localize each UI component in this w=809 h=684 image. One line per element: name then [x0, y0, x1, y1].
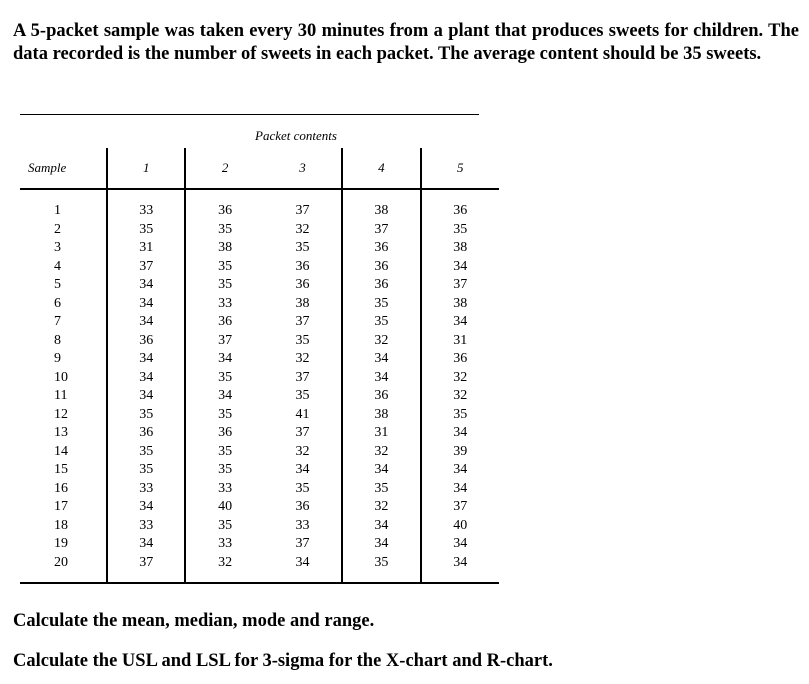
- packet-5-cell: 34: [421, 461, 499, 480]
- packet-2-cell: 34: [185, 387, 263, 406]
- packet-1-cell: 35: [107, 461, 185, 480]
- sample-number-cell: 6: [54, 295, 61, 311]
- packet-4-cell: 36: [342, 239, 420, 258]
- packet-3-cell: 35: [295, 480, 310, 496]
- packet-5-cell: 37: [421, 276, 499, 295]
- packet-4-cell: 34: [342, 461, 420, 480]
- packet-2-cell: 33: [185, 480, 263, 499]
- table-row: [20, 406, 499, 425]
- table-row: [20, 332, 499, 351]
- sample-number-cell: 3: [54, 240, 61, 255]
- packet-1-cell: 36: [107, 424, 185, 443]
- packet-2-cell: 33: [185, 295, 263, 314]
- table-row: [20, 313, 499, 332]
- table-row: [20, 535, 499, 554]
- packet-contents-caption: Packet contents: [255, 128, 337, 143]
- packet-1-cell: 33: [107, 517, 185, 536]
- packet-5-cell: 38: [421, 239, 499, 258]
- packet-4-cell: 32: [342, 498, 420, 517]
- packet-3-cell: 32: [295, 351, 310, 366]
- packet-3-header: 3: [264, 148, 342, 189]
- sample-number-cell: 16: [54, 480, 68, 496]
- table-row: [20, 498, 499, 517]
- packet-5-cell: 36: [421, 189, 499, 221]
- packet-1-cell: 33: [107, 480, 185, 499]
- packet-5-cell: 32: [421, 387, 499, 406]
- packet-4-cell: 34: [342, 369, 420, 388]
- packet-3-cell: 35: [295, 332, 310, 348]
- packet-5-cell: 32: [421, 369, 499, 388]
- packet-1-cell: 37: [107, 554, 185, 584]
- packet-4-cell: 35: [342, 313, 420, 332]
- packet-3-cell: 32: [295, 221, 310, 237]
- packet-2-cell: 35: [185, 406, 263, 425]
- packet-3-cell: 36: [295, 277, 310, 292]
- packet-contents-table: [20, 148, 499, 584]
- sample-number-cell: 10: [54, 369, 68, 385]
- packet-3-cell: 41: [295, 406, 310, 422]
- packet-1-cell: 34: [107, 350, 185, 369]
- table-row: [20, 221, 499, 240]
- packet-contents-table-wrap: [20, 128, 479, 584]
- packet-5-cell: 40: [421, 517, 499, 536]
- sample-number-cell: 15: [54, 462, 68, 477]
- sample-number-cell: 20: [20, 554, 107, 584]
- packet-1-cell: 36: [107, 332, 185, 351]
- packet-5-cell: 34: [421, 480, 499, 499]
- packet-4-cell: 36: [342, 258, 420, 277]
- sample-number-cell: 4: [54, 258, 61, 274]
- packet-2-header: 2: [185, 148, 263, 189]
- table-row: [20, 480, 499, 499]
- packet-2-cell: 36: [185, 313, 263, 332]
- packet-1-cell: 34: [107, 295, 185, 314]
- packet-2-cell: 35: [185, 221, 263, 240]
- packet-4-cell: 36: [342, 387, 420, 406]
- packet-3-cell: 36: [295, 499, 310, 514]
- packet-3-cell: 37: [295, 203, 310, 218]
- packet-3-cell: 36: [295, 258, 310, 274]
- packet-4-cell: 32: [342, 332, 420, 351]
- sample-number-cell: 18: [54, 517, 68, 533]
- table-row: [20, 276, 499, 295]
- table-row: [20, 461, 499, 480]
- packet-5-cell: 35: [421, 406, 499, 425]
- packet-4-cell: 35: [342, 554, 420, 584]
- packet-5-cell: 36: [421, 350, 499, 369]
- sample-column-header: Sample: [20, 148, 107, 189]
- packet-1-cell: 35: [107, 443, 185, 462]
- packet-3-cell: 37: [295, 314, 310, 329]
- table-row: [20, 239, 499, 258]
- packet-5-cell: 39: [421, 443, 499, 462]
- packet-2-cell: 38: [185, 239, 263, 258]
- table-row: [20, 517, 499, 536]
- table-caption: [20, 128, 479, 148]
- packet-2-cell: 35: [185, 369, 263, 388]
- packet-1-cell: 31: [107, 239, 185, 258]
- packet-3-cell: 34: [264, 554, 342, 584]
- packet-2-cell: 34: [185, 350, 263, 369]
- packet-3-cell: 33: [295, 517, 310, 533]
- table-row: [20, 369, 499, 388]
- sample-number-cell: 1: [54, 203, 61, 218]
- packet-5-header: 5: [421, 148, 499, 189]
- table-top-rule: [20, 114, 479, 115]
- packet-4-cell: 31: [342, 424, 420, 443]
- packet-5-cell: 37: [421, 498, 499, 517]
- packet-5-cell: 31: [421, 332, 499, 351]
- table-row: [20, 387, 499, 406]
- packet-5-cell: 38: [421, 295, 499, 314]
- packet-4-cell: 35: [342, 480, 420, 499]
- sample-number-cell: 12: [54, 406, 68, 422]
- table-row: [20, 350, 499, 369]
- packet-2-cell: 35: [185, 276, 263, 295]
- packet-1-cell: 34: [107, 535, 185, 554]
- packet-3-cell: 35: [295, 240, 310, 255]
- packet-2-cell: 35: [185, 461, 263, 480]
- table-row: [20, 443, 499, 462]
- packet-4-cell: 38: [342, 406, 420, 425]
- problem-statement: A 5-packet sample was taken every 30 minutes from a plant that produces sweets for children. The data recorded is the number of sweets in each packet. The average content should be 35 sweets.: [13, 21, 799, 64]
- table-header-row: [20, 148, 499, 189]
- table-row: [20, 295, 499, 314]
- packet-1-cell: 34: [107, 498, 185, 517]
- sample-number-cell: 5: [54, 277, 61, 292]
- packet-1-cell: 35: [107, 221, 185, 240]
- packet-2-cell: 35: [185, 258, 263, 277]
- sample-number-cell: 13: [54, 425, 68, 440]
- question-1: Calculate the mean, median, mode and range.: [13, 611, 375, 631]
- packet-2-cell: 33: [185, 535, 263, 554]
- sample-number-cell: 9: [54, 351, 61, 366]
- packet-4-cell: 37: [342, 221, 420, 240]
- packet-2-cell: 40: [185, 498, 263, 517]
- sample-number-cell: 19: [54, 536, 68, 551]
- packet-2-cell: 36: [185, 424, 263, 443]
- packet-3-cell: 32: [295, 443, 310, 459]
- packet-5-cell: 34: [421, 535, 499, 554]
- packet-4-cell: 34: [342, 350, 420, 369]
- sample-number-cell: 14: [54, 443, 68, 459]
- sample-number-cell: 11: [54, 388, 68, 403]
- packet-1-cell: 33: [107, 189, 185, 221]
- packet-4-header: 4: [342, 148, 420, 189]
- packet-1-header: 1: [107, 148, 185, 189]
- packet-5-cell: 35: [421, 221, 499, 240]
- sample-number-cell: 7: [54, 314, 61, 329]
- packet-4-cell: 36: [342, 276, 420, 295]
- packet-4-cell: 34: [342, 535, 420, 554]
- packet-2-cell: 35: [185, 517, 263, 536]
- packet-4-cell: 34: [342, 517, 420, 536]
- sample-number-cell: 2: [54, 221, 61, 237]
- packet-4-cell: 32: [342, 443, 420, 462]
- packet-1-cell: 34: [107, 387, 185, 406]
- packet-3-cell: 35: [295, 388, 310, 403]
- packet-3-cell: 37: [295, 369, 310, 385]
- packet-1-cell: 34: [107, 313, 185, 332]
- table-row: [20, 258, 499, 277]
- packet-2-cell: 32: [185, 554, 263, 584]
- packet-3-cell: 37: [295, 536, 310, 551]
- sample-number-cell: 8: [54, 332, 61, 348]
- packet-5-cell: 34: [421, 258, 499, 277]
- packet-1-cell: 34: [107, 276, 185, 295]
- packet-2-cell: 37: [185, 332, 263, 351]
- packet-1-cell: 34: [107, 369, 185, 388]
- table-row: [20, 424, 499, 443]
- packet-2-cell: 35: [185, 443, 263, 462]
- table-row: [20, 554, 499, 584]
- question-2: Calculate the USL and LSL for 3-sigma for the X-chart and R-chart.: [13, 651, 553, 671]
- table-body: [20, 189, 499, 583]
- packet-4-cell: 35: [342, 295, 420, 314]
- packet-5-cell: 34: [421, 313, 499, 332]
- packet-1-cell: 37: [107, 258, 185, 277]
- packet-3-cell: 38: [295, 295, 310, 311]
- table-row: [20, 189, 499, 221]
- packet-4-cell: 38: [342, 189, 420, 221]
- packet-2-cell: 36: [185, 189, 263, 221]
- packet-5-cell: 34: [421, 424, 499, 443]
- packet-3-cell: 37: [295, 425, 310, 440]
- sample-number-cell: 17: [54, 499, 68, 514]
- packet-3-cell: 34: [295, 462, 310, 477]
- packet-5-cell: 34: [421, 554, 499, 584]
- packet-1-cell: 35: [107, 406, 185, 425]
